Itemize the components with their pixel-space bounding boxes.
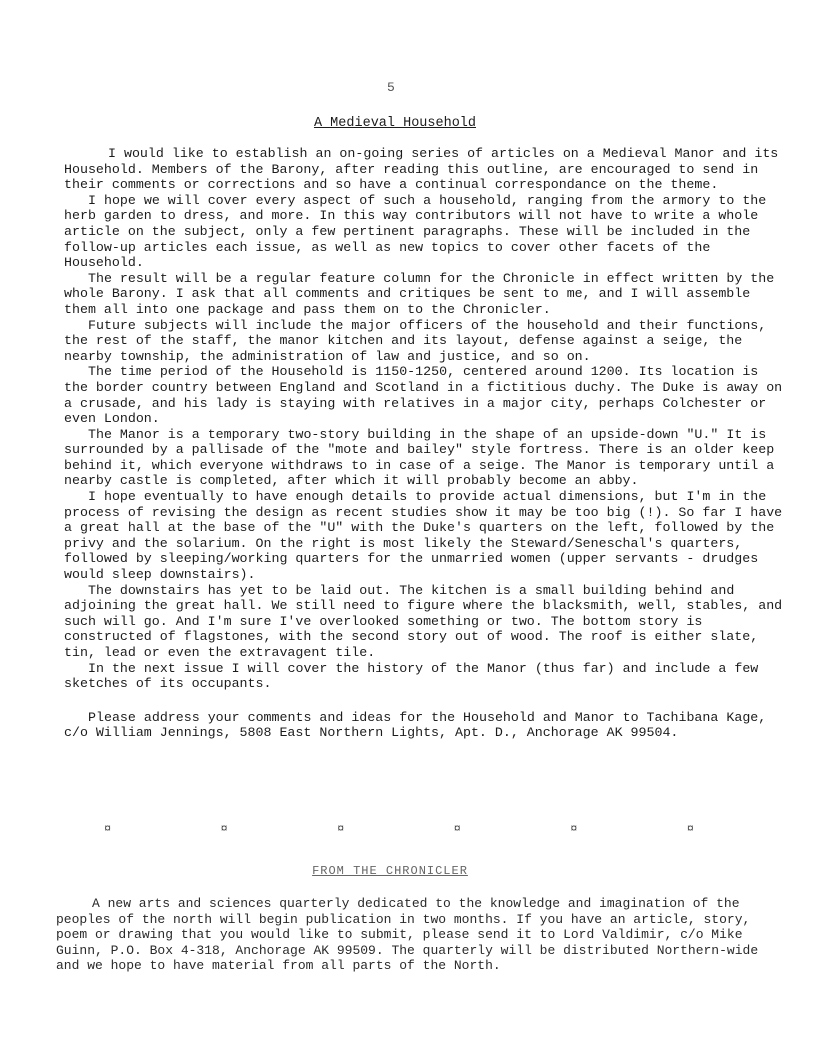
article-paragraph: Future subjects will include the major officers of the household and their functions, the rest of the staff, the manor kitchen and its layout, defense against a seige, the nearby township, the administration of law and justice, and so on. xyxy=(64,317,767,364)
separator-mark: ¤ xyxy=(337,822,345,836)
chronicler-body xyxy=(56,896,776,974)
article-body xyxy=(64,146,784,741)
page-number: 5 xyxy=(387,80,395,95)
chronicler-section-title: FROM THE CHRONICLER xyxy=(312,864,468,878)
article-paragraph: I hope we will cover every aspect of such a household, ranging from the armory to the herb garden to dress, and more. In this way contributors will not have to write a whole article on the subject, only a few pertinent paragraphs. These will be included in the follow-up articles each issue, as well as new topics to cover other facets of the Household. xyxy=(64,192,767,271)
section-separator xyxy=(104,822,694,836)
article-paragraph: I would like to establish an on-going series of articles on a Medieval Manor and its Household. Members of the Barony, after reading this outline, are encouraged to send in their comments or corrections and so have a continual correspondance on the theme. xyxy=(64,146,779,193)
separator-mark: ¤ xyxy=(686,822,694,836)
article-closing-address: Please address your comments and ideas for the Household and Manor to Tachibana Kage, c/o William Jennings, 5808 East Northern Lights, Apt. D., Anchorage AK 99504. xyxy=(64,709,767,741)
article-title: A Medieval Household xyxy=(313,116,477,131)
article-paragraph: I hope eventually to have enough details to provide actual dimensions, but I'm in the process of revising the design as recent studies show it may be too big (!). So far I have a great hall at the base of the "U" with the Duke's quarters on the left, followed by the privy and the solarium. On the right is most likely the Steward/Seneschal's quarters, followed by sleeping/working quarters for the unmarried women (upper servants - drudges would sleep downstairs). xyxy=(64,489,783,583)
separator-mark: ¤ xyxy=(220,822,228,836)
chronicler-paragraph: A new arts and sciences quarterly dedicated to the knowledge and imagination of the peoples of the north will begin publication in two months. If you have an article, story, poem or drawing that you would like to submit, please send it to Lord Valdimir, c/o Mike Guinn, P.O. Box 4-318, Anchorage AK 99509. The quarterly will be distributed Northern-wide and we hope to have material from all parts of the North. xyxy=(56,896,759,973)
separator-mark: ¤ xyxy=(453,822,461,836)
separator-mark: ¤ xyxy=(570,822,578,836)
article-paragraph: The result will be a regular feature column for the Chronicle in effect written by the whole Barony. I ask that all comments and critiques be sent to me, and I will assemble them all into one package and pass them on to the Chronicler. xyxy=(64,270,775,317)
article-paragraph: The downstairs has yet to be laid out. The kitchen is a small building behind and adjoining the great hall. We still need to figure where the blacksmith, well, stables, and such will go. And I'm sure I've overlooked something or two. The bottom story is constructed of flagstones, with the second story out of wood. The roof is either slate, tin, lead or even the extravagent tile. xyxy=(64,582,783,660)
article-paragraph: In the next issue I will cover the history of the Manor (thus far) and include a few sketches of its occupants. xyxy=(64,660,759,692)
separator-mark: ¤ xyxy=(104,822,112,836)
article-paragraph: The Manor is a temporary two-story building in the shape of an upside-down "U." It is surrounded by a pallisade of the "mote and bailey" style fortress. There is an older keep behind it, which everyone withdraws to in case of a seige. The Manor is temporary until a nearby castle is completed, after which it will probably become an abby. xyxy=(64,426,775,489)
article-paragraph: The time period of the Household is 1150-1250, centered around 1200. Its location is the border country between England and Scotland in a fictitious duchy. The Duke is away on a crusade, and his lady is staying with relatives in a major city, perhaps Colchester or even London. xyxy=(64,364,783,427)
